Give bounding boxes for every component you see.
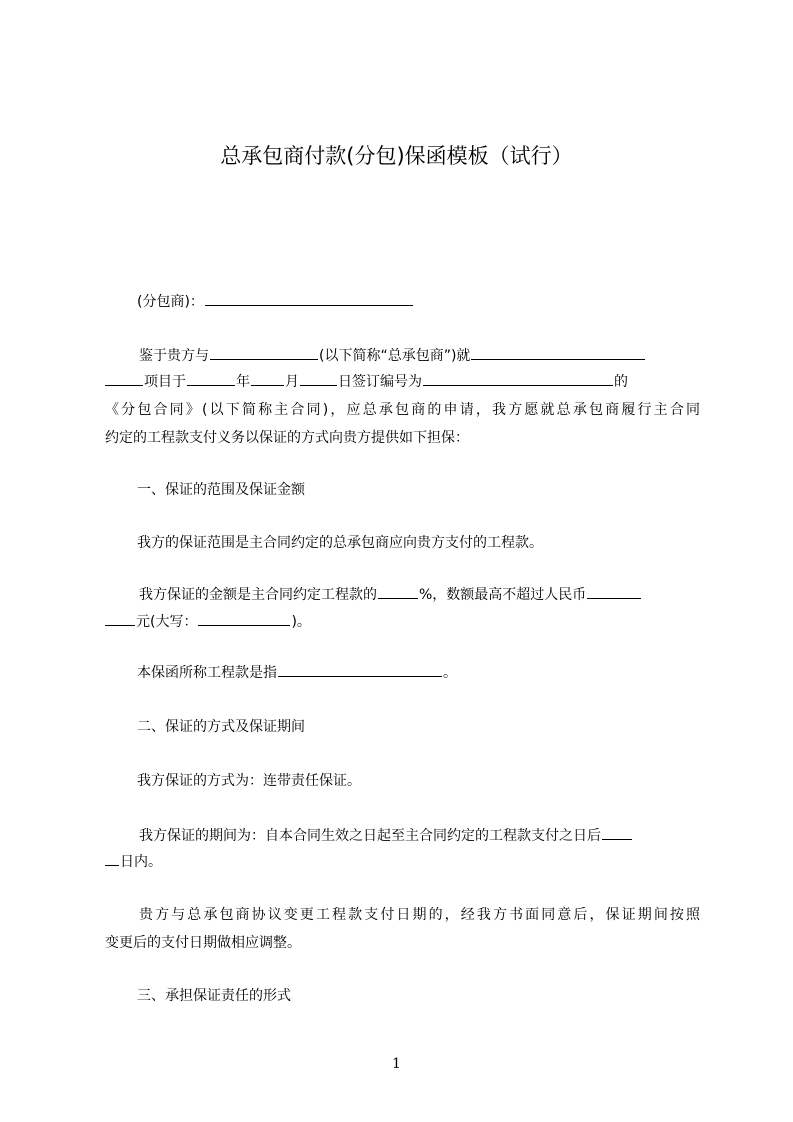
blank-guarantee-days <box>602 825 632 840</box>
blank-month <box>251 371 284 386</box>
p1-text-project-on: 项目于 <box>144 374 186 390</box>
blank-project-name-cont <box>105 371 143 386</box>
s2-paragraph-2-line1 <box>139 825 700 846</box>
s1-paragraph-2-line1 <box>139 584 700 605</box>
s1-p2-text-d: )。 <box>291 614 311 630</box>
s2-paragraph-3-line2: 变更后的支付日期做相应调整。 <box>105 935 301 951</box>
s2-paragraph-2-line2 <box>105 851 700 872</box>
s2-paragraph-1: 我方保证的方式为：连带责任保证。 <box>137 773 361 789</box>
s1-p2-text-c: 元(大写： <box>136 614 198 630</box>
p1-line1 <box>139 345 700 366</box>
s1-p2-text-a: 我方保证的金额是主合同约定工程款的 <box>139 587 377 603</box>
s1-p2-text-b: %，数额最高不超过人民币 <box>419 587 587 603</box>
s1-paragraph-3 <box>137 662 700 683</box>
section-1-heading: 一、保证的范围及保证金额 <box>137 482 305 498</box>
addressee-line <box>137 291 700 312</box>
blank-amount-in-words <box>198 611 290 626</box>
page-number: 1 <box>392 1056 401 1072</box>
p1-text-a: 鉴于贵方与 <box>139 348 209 364</box>
section-2-heading: 二、保证的方式及保证期间 <box>137 719 305 735</box>
document-title: 总承包商付款(分包)保函模板（试行） <box>220 144 573 168</box>
s1-paragraph-2-line2 <box>105 611 700 632</box>
p1-line3: 《分包合同》(以下简称主合同)，应总承包商的申请，我方愿就总承包商履行主合同 <box>105 402 700 418</box>
addressee-label: (分包商)： <box>137 294 204 310</box>
blank-general-contractor <box>210 345 318 360</box>
blank-day <box>300 371 337 386</box>
s1-p3-text-b: 。 <box>443 665 457 681</box>
p1-text-month: 月 <box>285 374 299 390</box>
p1-text-b: (以下简称“总承包商”)就 <box>319 348 471 364</box>
blank-max-amount-cont <box>105 611 135 626</box>
blank-guarantee-days-cont <box>105 851 119 866</box>
p1-text-of: 的 <box>614 374 628 390</box>
blank-max-amount <box>587 584 641 599</box>
p1-text-year: 年 <box>236 374 250 390</box>
s2-p2-text-a: 我方保证的期间为：自本合同生效之日起至主合同约定的工程款支付之日后 <box>139 828 601 844</box>
blank-contract-number <box>423 371 613 386</box>
s1-p3-text-a: 本保函所称工程款是指 <box>137 665 277 681</box>
p1-line2 <box>105 371 700 392</box>
s2-p2-text-b: 日内。 <box>120 854 162 870</box>
section-3-heading: 三、承担保证责任的形式 <box>137 988 291 1004</box>
p1-line4: 约定的工程款支付义务以保证的方式向贵方提供如下担保： <box>105 430 469 446</box>
s2-paragraph-3-line1: 贵方与总承包商协议变更工程款支付日期的，经我方书面同意后，保证期间按照 <box>139 907 700 923</box>
p1-text-day-no: 日签订编号为 <box>338 374 422 390</box>
blank-payment-definition <box>278 662 442 677</box>
blank-project-name <box>471 345 645 360</box>
blank-subcontractor-name <box>205 291 413 306</box>
blank-percentage <box>378 584 418 599</box>
blank-year <box>187 371 235 386</box>
s1-paragraph-1: 我方的保证范围是主合同约定的总承包商应向贵方支付的工程款。 <box>137 535 543 551</box>
